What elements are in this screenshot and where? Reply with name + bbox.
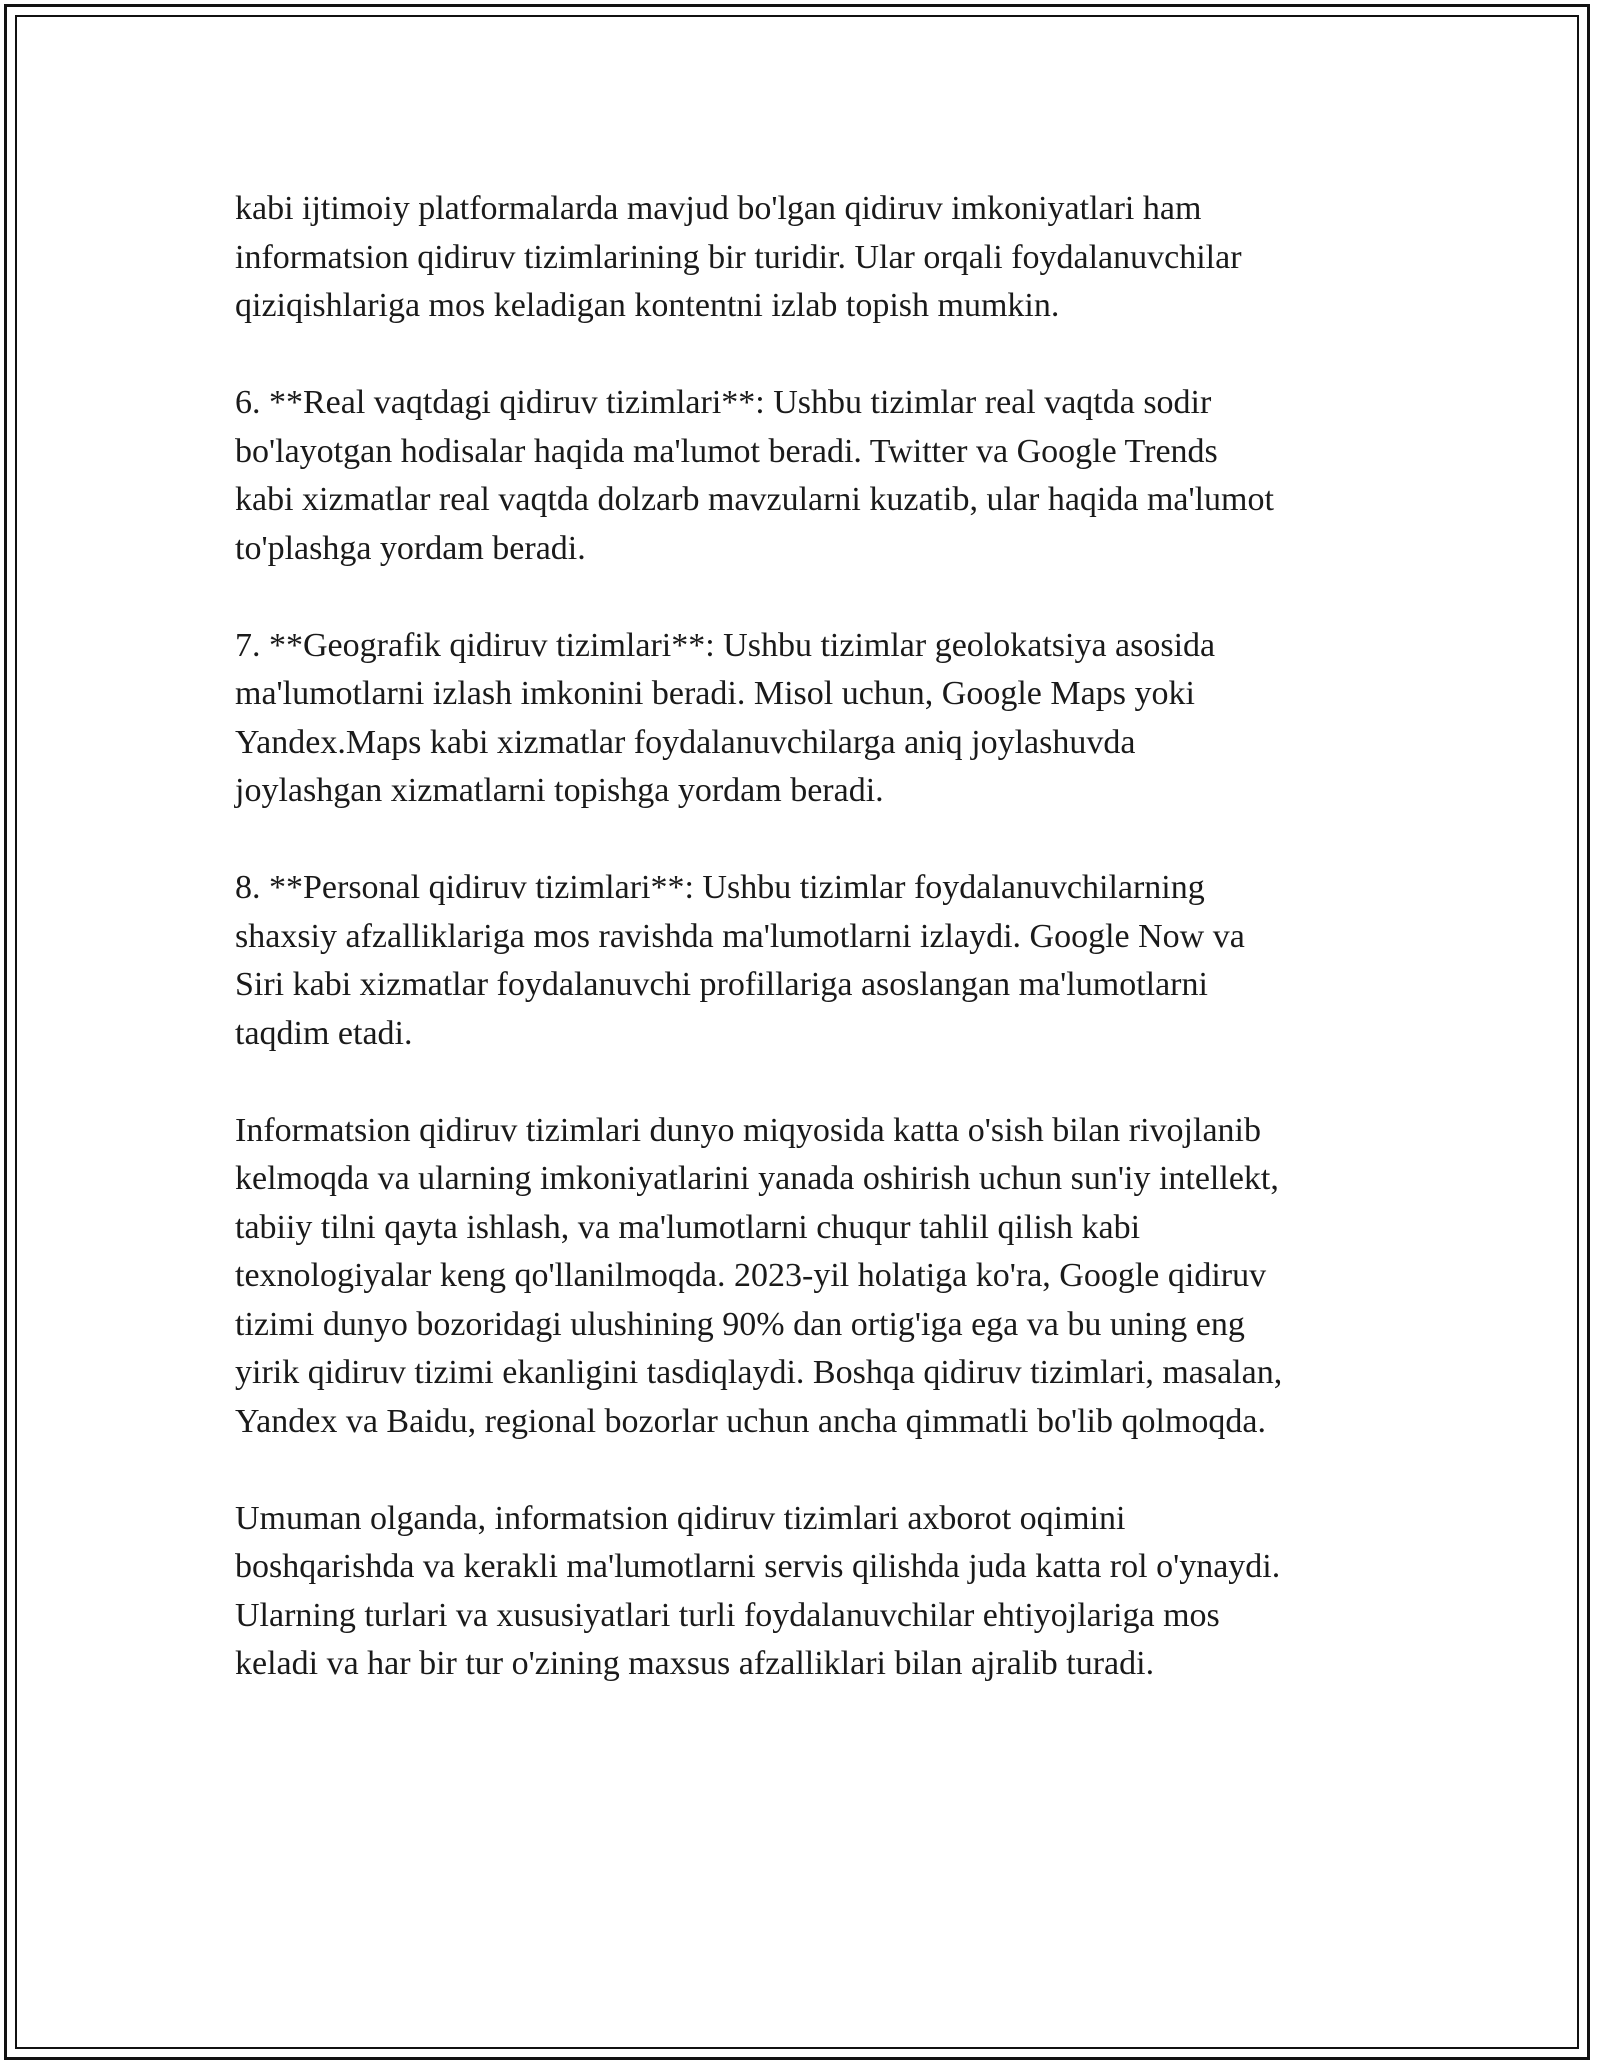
- paragraph-global-growth: Informatsion qidiruv tizimlari dunyo miqyosida katta o'sish bilan rivojlanib kelmoqda va ularning imkoniyatlarini yanada oshirish uchun sun'iy intellekt, tabiiy tilni qayta ishlash, va ma'lumotlarni chuqur tahlil qilish kabi texnologiyalar keng qo'llanilmoqda. 2023-yil holatiga ko'ra, Google qidiruv tizimi dunyo bozoridagi ulushining 90% dan ortig'iga ega va bu uning eng yirik qidiruv tizimi ekanligini tasdiqlaydi. Boshqa qidiruv tizimlari, masalan, Yandex va Baidu, regional bozorlar uchun ancha qimmatli bo'lib qolmoqda.: [235, 1111, 1283, 1440]
- page-body: [235, 185, 1385, 1737]
- paragraph-realtime-search: 6. **Real vaqtdagi qidiruv tizimlari**: Ushbu tizimlar real vaqtda sodir bo'layotgan hodisalar haqida ma'lumot beradi. Twitter va Google Trends kabi xizmatlar real vaqtda dolzarb mavzularni kuzatib, ular haqida ma'lumot to'plashga yordam beradi.: [235, 384, 1274, 567]
- paragraph-conclusion: Umuman olganda, informatsion qidiruv tizimlari axborot oqimini boshqarishda va kerakli ma'lumotlarni servis qilishda juda katta rol o'ynaydi. Ularning turlari va xususiyatlari turli foydalanuvchilar ehtiyojlariga mos keladi va har bir tur o'zining maxsus afzalliklari bilan ajralib turadi.: [235, 1499, 1281, 1682]
- paragraph-personal-search: 8. **Personal qidiruv tizimlari**: Ushbu tizimlar foydalanuvchilarning shaxsiy afzalliklariga mos ravishda ma'lumotlarni izlaydi. Google Now va Siri kabi xizmatlar foydalanuvchi profillariga asoslangan ma'lumotlarni taqdim etadi.: [235, 869, 1245, 1052]
- paragraph-geographic-search: 7. **Geografik qidiruv tizimlari**: Ushbu tizimlar geolokatsiya asosida ma'lumotlarni izlash imkonini beradi. Misol uchun, Google Maps yoki Yandex.Maps kabi xizmatlar foydalanuvchilarga aniq joylashuvda joylashgan xizmatlarni topishga yordam beradi.: [235, 626, 1216, 809]
- paragraph-social-platforms-continuation: kabi ijtimoiy platformalarda mavjud bo'lgan qidiruv imkoniyatlari ham informatsion qidiruv tizimlarining bir turidir. Ular orqali foydalanuvchilar qiziqishlariga mos keladigan kontentni izlab topish mumkin.: [235, 190, 1242, 324]
